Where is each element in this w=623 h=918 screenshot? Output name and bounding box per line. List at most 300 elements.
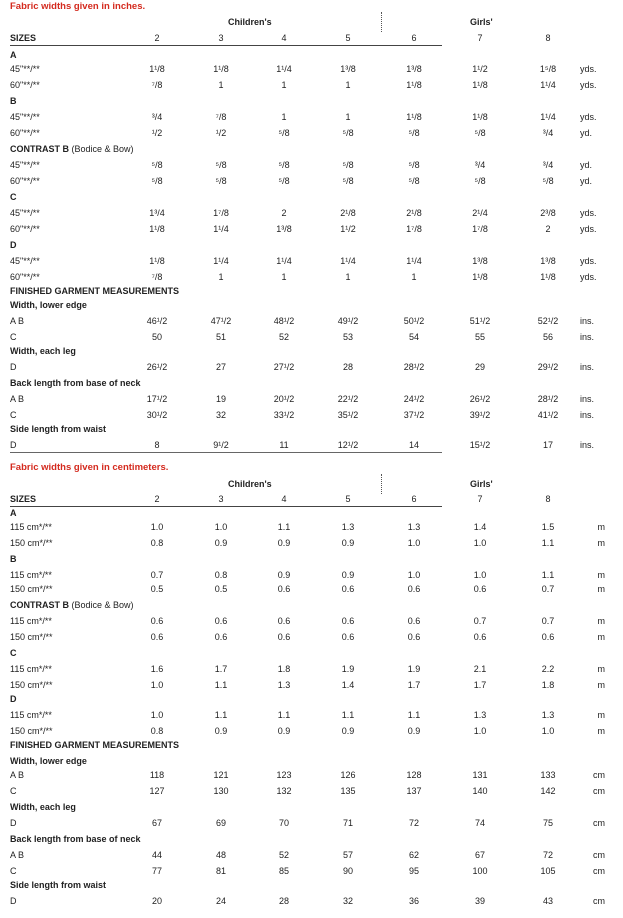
cell-size-3: 0.9 <box>214 726 228 736</box>
cell-size-2: 1¹/8 <box>149 256 165 266</box>
cell-size-2: 30¹/2 <box>146 410 168 420</box>
cell-size-7: 1.0 <box>473 538 487 548</box>
cell-size-3: 1 <box>218 272 224 282</box>
row-label <box>10 850 24 860</box>
row-label <box>10 522 52 532</box>
cell-size-4: 1.8 <box>277 664 291 674</box>
table-row <box>0 786 623 800</box>
cell-size-5: 1.3 <box>341 522 355 532</box>
cell-size-3: 130 <box>213 786 229 796</box>
row-label-text: D <box>10 440 17 450</box>
row-label-text: Side length from waist <box>10 880 107 890</box>
table-heading-row <box>0 240 623 254</box>
cell-size-6: 0.6 <box>407 616 421 626</box>
cell-size-2: 0.8 <box>150 538 164 548</box>
cell-size-4: 28 <box>278 896 289 906</box>
group-divider <box>381 474 382 494</box>
row-label-text: 115 cm*/** <box>10 522 52 532</box>
table-heading-row <box>0 648 623 662</box>
unit-label: m <box>597 584 605 594</box>
cell-size-8: 142 <box>540 786 556 796</box>
row-label <box>10 440 17 450</box>
cell-size-3: 24 <box>215 896 226 906</box>
cell-size-3: 121 <box>213 770 229 780</box>
cell-size-3: 1¹/8 <box>213 64 229 74</box>
unit-label: yds. <box>580 80 597 90</box>
table-heading-row <box>0 756 623 770</box>
cell-size-2: 127 <box>149 786 165 796</box>
cell-size-8: ³/4 <box>542 128 554 138</box>
cell-size-6: 1.0 <box>407 538 421 548</box>
cell-size-8: 41¹/2 <box>537 410 559 420</box>
cell-size-2: 0.7 <box>150 570 164 580</box>
row-label <box>10 818 17 828</box>
cell-size-5: 1.4 <box>341 680 355 690</box>
cell-size-3: 0.6 <box>214 616 228 626</box>
cell-size-6: 14 <box>408 440 419 450</box>
table-row <box>0 394 623 408</box>
row-label <box>10 224 40 234</box>
size-7: 7 <box>477 494 483 504</box>
row-label-text: 60"**/** <box>10 80 40 90</box>
row-label-text: Width, lower edge <box>10 756 87 766</box>
group-childrens: Children's <box>228 17 272 27</box>
table-row <box>0 896 623 910</box>
row-label-text: 150 cm*/** <box>10 726 53 736</box>
row-label <box>10 896 17 906</box>
cell-size-3: 9¹/2 <box>213 440 229 450</box>
row-label-text: 115 cm*/** <box>10 664 52 674</box>
cell-size-5: 2¹/8 <box>340 208 356 218</box>
cell-size-8: 1³/8 <box>540 256 556 266</box>
cell-size-4: ⁵/8 <box>278 176 290 186</box>
cell-size-2: 118 <box>149 770 165 780</box>
cell-size-2: 67 <box>151 818 162 828</box>
cell-size-5: ⁵/8 <box>342 176 354 186</box>
cell-size-8: 2 <box>545 224 551 234</box>
cell-size-5: 1.1 <box>341 710 355 720</box>
row-label-text: 45"**/** <box>10 64 40 74</box>
cell-size-4: 123 <box>276 770 292 780</box>
cell-size-8: 17 <box>542 440 553 450</box>
table-row <box>0 160 623 174</box>
cell-size-6: 37¹/2 <box>403 410 425 420</box>
unit-label: ins. <box>580 440 595 450</box>
unit-label: ins. <box>580 362 595 372</box>
unit-label: ins. <box>580 394 595 404</box>
cell-size-4: 20¹/2 <box>273 394 295 404</box>
row-label-text: D <box>10 896 17 906</box>
cell-size-7: 1³/8 <box>472 256 488 266</box>
cell-size-2: 0.6 <box>150 616 164 626</box>
unit-label: m <box>597 680 605 690</box>
row-label <box>10 160 40 170</box>
cell-size-4: 1¹/4 <box>276 64 292 74</box>
unit-label: yds. <box>580 224 597 234</box>
row-label-text: C <box>10 866 17 876</box>
row-label-text: 115 cm*/** <box>10 616 52 626</box>
table-heading-row <box>0 802 623 816</box>
table-heading-row <box>0 880 623 894</box>
table-row <box>0 128 623 142</box>
row-label-text: 45"**/** <box>10 112 40 122</box>
row-label <box>10 770 24 780</box>
unit-label: cm <box>593 786 605 796</box>
cell-size-6: 95 <box>408 866 419 876</box>
cell-size-4: 70 <box>278 818 289 828</box>
size-3: 3 <box>218 33 224 43</box>
cell-size-6: 137 <box>406 786 422 796</box>
row-label <box>10 286 179 296</box>
row-label <box>10 208 40 218</box>
cell-size-6: 0.9 <box>407 726 421 736</box>
cell-size-2: 17¹/2 <box>146 394 168 404</box>
table-heading-row <box>0 286 623 300</box>
cell-size-8: 1.8 <box>541 680 555 690</box>
row-label <box>10 394 24 404</box>
row-label-extra: (Bodice & Bow) <box>69 144 134 154</box>
row-label <box>10 256 40 266</box>
cell-size-4: 132 <box>276 786 292 796</box>
cell-size-8: 105 <box>540 866 556 876</box>
unit-label: ins. <box>580 332 595 342</box>
cell-size-2: 1¹/8 <box>149 64 165 74</box>
unit-label: cm <box>593 770 605 780</box>
table-heading-row <box>0 144 623 158</box>
cell-size-3: 47¹/2 <box>210 316 232 326</box>
unit-label: cm <box>593 866 605 876</box>
cell-size-7: 55 <box>474 332 485 342</box>
size-6: 6 <box>411 33 417 43</box>
table-row <box>0 710 623 724</box>
table-row <box>0 176 623 190</box>
row-label-text: C <box>10 332 17 342</box>
row-label <box>10 866 17 876</box>
cell-size-7: 0.6 <box>473 584 487 594</box>
unit-label: ins. <box>580 316 595 326</box>
cell-size-2: 0.5 <box>150 584 164 594</box>
cell-size-3: ¹/2 <box>215 128 227 138</box>
row-label <box>10 802 76 812</box>
group-girls: Girls' <box>470 479 493 489</box>
row-label-text: A B <box>10 316 25 326</box>
cell-size-4: 52 <box>278 332 289 342</box>
cell-size-8: 1⁵/8 <box>539 64 557 74</box>
cell-size-2: 20 <box>151 896 162 906</box>
cell-size-7: 39¹/2 <box>469 410 491 420</box>
row-label-text: B <box>10 96 17 106</box>
row-label-text: Width, each leg <box>10 802 76 812</box>
table-row <box>0 850 623 864</box>
cell-size-5: 1¹/4 <box>340 256 356 266</box>
cell-size-2: ⁵/8 <box>151 160 163 170</box>
table-row <box>0 726 623 740</box>
table-heading-row <box>0 424 623 438</box>
unit-label: m <box>597 522 605 532</box>
row-label-text: D <box>10 694 17 704</box>
size-6: 6 <box>411 494 417 504</box>
row-label-text: 60"**/** <box>10 224 40 234</box>
table-row <box>0 332 623 346</box>
unit-label: yd. <box>580 160 593 170</box>
cell-size-5: 90 <box>342 866 353 876</box>
cell-size-5: 0.6 <box>341 616 355 626</box>
cell-size-7: 1.3 <box>473 710 487 720</box>
cell-size-3: 0.6 <box>214 632 228 642</box>
row-label <box>10 756 87 766</box>
row-label <box>10 726 53 736</box>
cell-size-7: 51¹/2 <box>469 316 491 326</box>
row-label <box>10 424 106 434</box>
table-row <box>0 208 623 222</box>
row-label <box>10 584 53 594</box>
cell-size-8: ³/4 <box>542 160 554 170</box>
row-label <box>10 80 40 90</box>
table-heading-row <box>0 694 623 708</box>
cell-size-5: 71 <box>342 818 353 828</box>
table-row <box>0 538 623 552</box>
row-label <box>10 680 53 690</box>
cell-size-7: 74 <box>474 818 485 828</box>
row-label-text: 60"**/** <box>10 128 40 138</box>
cell-size-7: 1¹/8 <box>472 112 488 122</box>
cell-size-2: 26¹/2 <box>146 362 168 372</box>
row-label-text: 60"**/** <box>10 176 40 186</box>
size-4: 4 <box>281 33 287 43</box>
cell-size-3: 0.9 <box>214 538 228 548</box>
cell-size-2: 77 <box>151 866 162 876</box>
cell-size-2: 0.6 <box>150 632 164 642</box>
cell-size-7: 1¹/8 <box>472 80 488 90</box>
row-label-text: A B <box>10 770 25 780</box>
row-label-text: C <box>10 410 17 420</box>
table-row <box>0 570 623 584</box>
sizes-label: SIZES <box>10 494 37 504</box>
cell-size-6: 1¹/4 <box>406 256 422 266</box>
unit-label: yds. <box>580 256 597 266</box>
unit-label: m <box>597 726 605 736</box>
table-heading-row <box>0 346 623 360</box>
cell-size-7: 39 <box>474 896 485 906</box>
cell-size-8: 75 <box>542 818 553 828</box>
unit-label: m <box>597 616 605 626</box>
cell-size-6: 0.6 <box>407 632 421 642</box>
cell-size-7: ⁵/8 <box>474 176 486 186</box>
row-label-text: 150 cm*/** <box>10 538 53 548</box>
cell-size-4: 0.9 <box>277 570 291 580</box>
unit-label: yds. <box>580 112 597 122</box>
cell-size-5: 35¹/2 <box>337 410 359 420</box>
cell-size-7: 1¹/2 <box>472 64 488 74</box>
cell-size-4: 0.9 <box>277 726 291 736</box>
cell-size-3: ⁷/8 <box>215 112 227 122</box>
row-label-text: A B <box>10 850 25 860</box>
cell-size-3: 1¹/4 <box>213 256 229 266</box>
cell-size-6: 1 <box>411 272 417 282</box>
cell-size-8: 43 <box>542 896 553 906</box>
cell-size-4: 0.6 <box>277 632 291 642</box>
cell-size-4: 33¹/2 <box>273 410 295 420</box>
group-childrens: Children's <box>228 479 272 489</box>
size-4: 4 <box>281 494 287 504</box>
row-label <box>10 570 52 580</box>
table-heading-row <box>0 834 623 848</box>
table-row <box>0 664 623 678</box>
unit-label: m <box>597 570 605 580</box>
cell-size-3: 19 <box>215 394 226 404</box>
cell-size-2: 1³/4 <box>149 208 165 218</box>
cell-size-8: 1.5 <box>541 522 555 532</box>
unit-label: m <box>597 538 605 548</box>
table-row <box>0 616 623 630</box>
cell-size-6: ⁵/8 <box>408 176 420 186</box>
cell-size-3: 48 <box>215 850 226 860</box>
row-label-text: D <box>10 240 17 250</box>
cell-size-3: 1.1 <box>214 680 228 690</box>
cell-size-5: 1 <box>345 272 351 282</box>
cell-size-7: 1.7 <box>473 680 487 690</box>
table-heading-row <box>0 554 623 568</box>
cell-size-6: 0.6 <box>407 584 421 594</box>
cell-size-7: 26¹/2 <box>469 394 491 404</box>
row-label-text: Width, each leg <box>10 346 76 356</box>
unit-label: m <box>597 710 605 720</box>
unit-label: yds. <box>580 64 597 74</box>
cell-size-4: 1¹/4 <box>276 256 292 266</box>
centimeters-table <box>0 460 623 918</box>
table-row <box>0 224 623 238</box>
cell-size-3: ⁵/8 <box>215 160 227 170</box>
size-5: 5 <box>345 494 351 504</box>
row-label-text: 150 cm*/** <box>10 584 53 594</box>
cell-size-4: 0.9 <box>277 538 291 548</box>
cell-size-5: 32 <box>342 896 353 906</box>
cell-size-6: 1.0 <box>407 570 421 580</box>
unit-label: yd. <box>580 128 593 138</box>
table-heading-row <box>0 300 623 314</box>
row-label-extra: (Bodice & Bow) <box>69 600 134 610</box>
row-label-text: FINISHED GARMENT MEASUREMENTS <box>10 286 180 296</box>
row-label-text: D <box>10 818 17 828</box>
row-label <box>10 50 17 60</box>
unit-label: yds. <box>580 208 597 218</box>
row-label <box>10 144 134 154</box>
cell-size-7: 131 <box>472 770 488 780</box>
cell-size-2: ⁵/8 <box>151 176 163 186</box>
cell-size-6: 1.7 <box>407 680 421 690</box>
row-label-text: C <box>10 786 17 796</box>
cell-size-2: 1.6 <box>150 664 164 674</box>
cell-size-2: 1.0 <box>150 680 164 690</box>
row-label <box>10 176 40 186</box>
table-row <box>0 272 623 286</box>
cell-size-2: 1.0 <box>150 522 164 532</box>
cell-size-6: 1³/8 <box>406 64 422 74</box>
section-title: Fabric widths given in centimeters. <box>10 462 169 473</box>
cell-size-5: 135 <box>340 786 356 796</box>
cell-size-2: 8 <box>154 440 160 450</box>
cell-size-2: ⁷/8 <box>151 80 163 90</box>
cell-size-5: 126 <box>340 770 356 780</box>
cell-size-4: 0.6 <box>277 584 291 594</box>
cell-size-5: 53 <box>342 332 353 342</box>
cell-size-3: 27 <box>215 362 226 372</box>
row-label <box>10 64 40 74</box>
cell-size-4: 0.6 <box>277 616 291 626</box>
cell-size-3: 1¹/4 <box>213 224 229 234</box>
cell-size-4: 1³/8 <box>276 224 292 234</box>
cell-size-3: 0.8 <box>214 570 228 580</box>
table-heading-row <box>0 600 623 614</box>
cell-size-5: 0.6 <box>341 632 355 642</box>
cell-size-8: 72 <box>542 850 553 860</box>
cell-size-8: 133 <box>540 770 556 780</box>
cell-size-5: 0.6 <box>341 584 355 594</box>
row-label <box>10 272 40 282</box>
row-label-text: B <box>10 554 17 564</box>
cell-size-6: 72 <box>408 818 419 828</box>
row-label-text: C <box>10 192 17 202</box>
unit-label: m <box>597 632 605 642</box>
unit-label: yds. <box>580 272 597 282</box>
row-label <box>10 600 134 610</box>
cell-size-6: ⁵/8 <box>408 128 420 138</box>
row-label-text: Side length from waist <box>10 424 107 434</box>
cell-size-3: 0.5 <box>214 584 228 594</box>
cell-size-7: 15¹/2 <box>469 440 491 450</box>
cell-size-2: 0.8 <box>150 726 164 736</box>
table-heading-row <box>0 740 623 754</box>
cell-size-3: 81 <box>215 866 226 876</box>
cell-size-3: 32 <box>215 410 226 420</box>
table-heading-row <box>0 50 623 64</box>
cell-size-7: 67 <box>474 850 485 860</box>
table-row <box>0 112 623 126</box>
cell-size-4: 48¹/2 <box>273 316 295 326</box>
cell-size-7: 1.4 <box>473 522 487 532</box>
row-label <box>10 694 17 704</box>
table-row <box>0 316 623 330</box>
cell-size-6: 62 <box>408 850 419 860</box>
cell-size-6: 1.3 <box>407 522 421 532</box>
cell-size-6: 24¹/2 <box>403 394 425 404</box>
cell-size-4: ⁵/8 <box>278 160 290 170</box>
row-label-text: CONTRAST B <box>10 600 69 610</box>
row-label <box>10 240 17 250</box>
table-heading-row <box>0 192 623 206</box>
cell-size-7: 2¹/4 <box>472 208 488 218</box>
row-label <box>10 740 179 750</box>
size-2: 2 <box>154 494 160 504</box>
cell-size-6: 54 <box>408 332 419 342</box>
header-rule <box>10 45 442 46</box>
table-heading-row <box>0 96 623 110</box>
cell-size-6: 1⁷/8 <box>406 224 422 234</box>
row-label <box>10 632 53 642</box>
size-8: 8 <box>545 33 551 43</box>
row-label <box>10 332 17 342</box>
unit-label: yd. <box>580 176 593 186</box>
row-label <box>10 648 17 658</box>
cell-size-5: 1.9 <box>341 664 355 674</box>
section-separator <box>10 452 442 453</box>
cell-size-8: 0.6 <box>541 632 555 642</box>
unit-label: cm <box>593 850 605 860</box>
cell-size-2: 1¹/8 <box>149 224 165 234</box>
cell-size-8: 1¹/4 <box>540 112 556 122</box>
row-label <box>10 192 17 202</box>
cell-size-6: 2¹/8 <box>406 208 422 218</box>
